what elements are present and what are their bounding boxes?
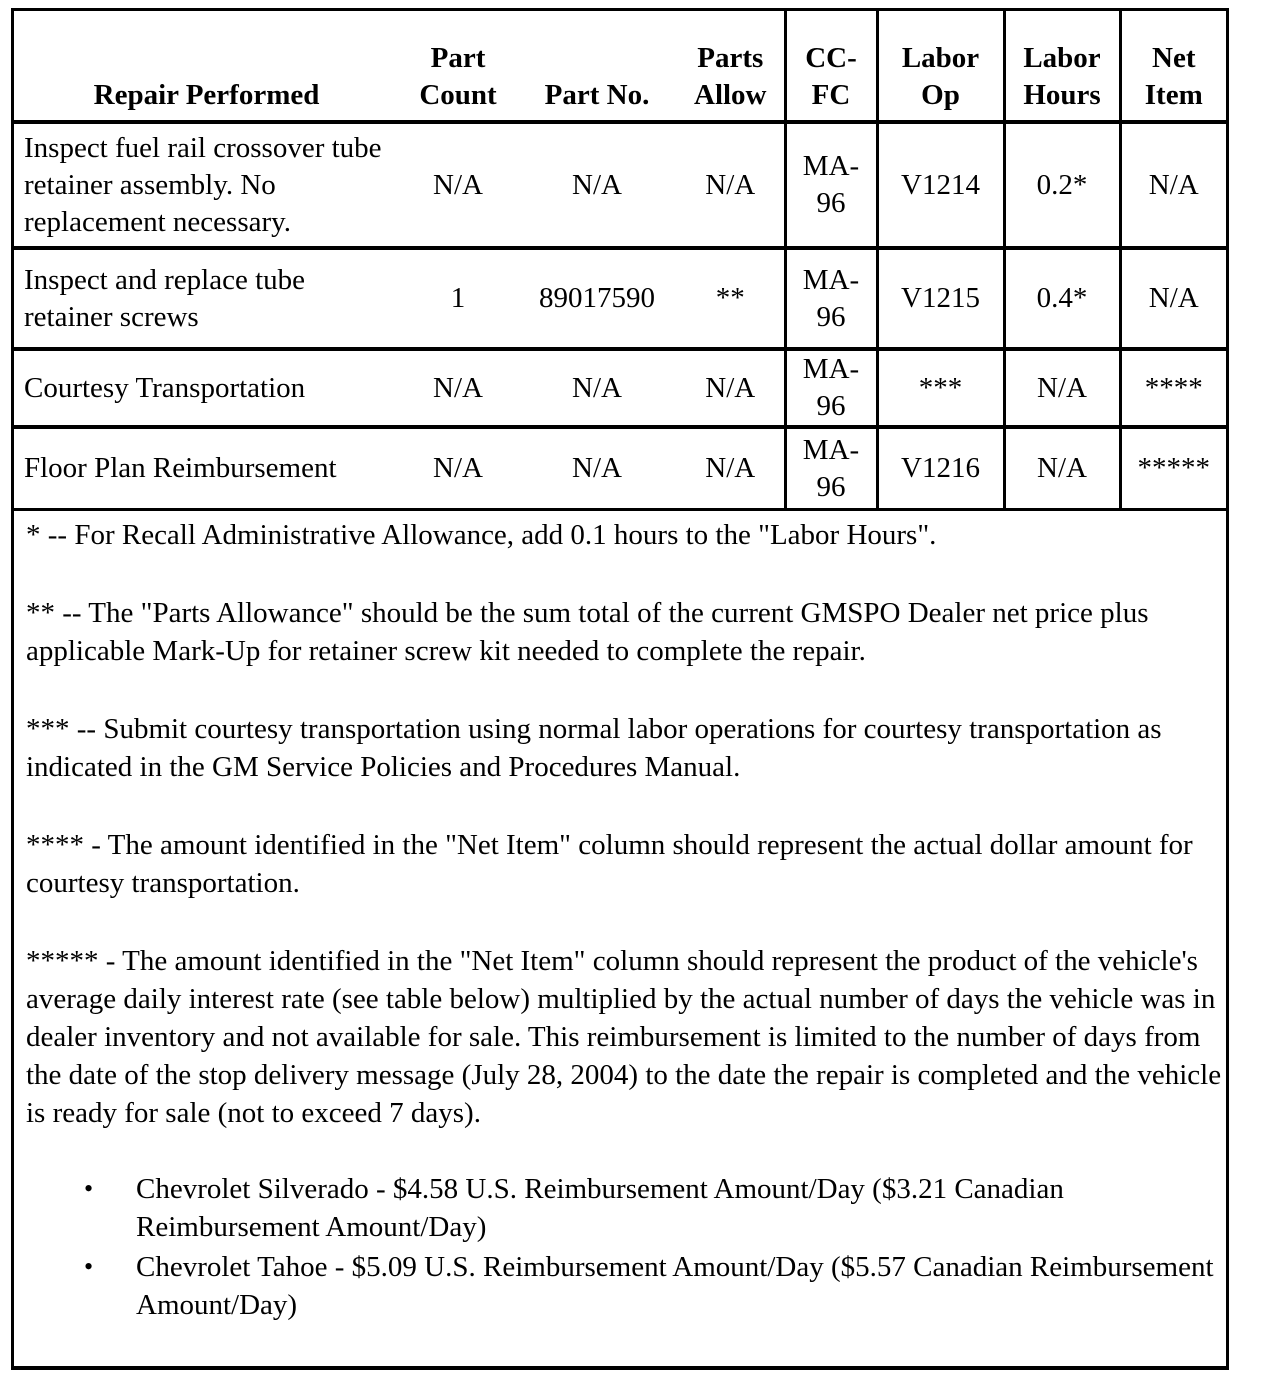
header-repair-performed: Repair Performed <box>14 11 399 122</box>
cell-part-count: N/A <box>399 122 517 248</box>
bullet-icon: • <box>84 1174 94 1203</box>
cell-repair: Inspect and replace tube retainer screws <box>14 248 399 349</box>
cell-net-item: N/A <box>1120 122 1226 248</box>
cell-parts-allow: N/A <box>677 427 785 510</box>
table-row <box>14 248 1226 349</box>
header-cc-fc: CC- FC <box>785 11 877 122</box>
cell-repair: Floor Plan Reimbursement <box>14 427 399 510</box>
labor-operations-table <box>14 11 1226 511</box>
footnotes <box>26 516 1226 1326</box>
cell-cc-fc: MA- 96 <box>785 349 877 427</box>
recall-document <box>11 8 1229 1370</box>
header-part-no: Part No. <box>517 11 677 122</box>
bullet-icon: • <box>84 1252 94 1281</box>
header-net-item: Net Item <box>1120 11 1226 122</box>
cell-labor-op: V1216 <box>877 427 1004 510</box>
cell-labor-op: V1214 <box>877 122 1004 248</box>
list-item <box>84 1248 1226 1324</box>
cell-part-count: 1 <box>399 248 517 349</box>
cell-part-count: N/A <box>399 427 517 510</box>
cell-labor-op: *** <box>877 349 1004 427</box>
header-parts-allow: Parts Allow <box>677 11 785 122</box>
cell-cc-fc: MA- 96 <box>785 427 877 510</box>
list-item-text: Chevrolet Tahoe - $5.09 U.S. Reimbursement Amount/Day ($5.57 Canadian Reimbursement Amount/Day) <box>136 1251 1214 1321</box>
cell-part-no: 89017590 <box>517 248 677 349</box>
header-labor-op: Labor Op <box>877 11 1004 122</box>
table-row <box>14 427 1226 510</box>
cell-net-item: N/A <box>1120 248 1226 349</box>
header-part-count: Part Count <box>399 11 517 122</box>
cell-parts-allow: ** <box>677 248 785 349</box>
footnote-net-item-courtesy: **** - The amount identified in the "Net Item" column should represent the actual dollar amount for courtesy transportation. <box>26 829 1193 899</box>
list-item <box>84 1170 1226 1246</box>
header-labor-hours: Labor Hours <box>1004 11 1120 122</box>
cell-part-no: N/A <box>517 427 677 510</box>
table-row <box>14 349 1226 427</box>
cell-repair: Courtesy Transportation <box>14 349 399 427</box>
reimbursement-list <box>26 1170 1226 1324</box>
footnote-parts-allowance: ** -- The "Parts Allowance" should be the sum total of the current GMSPO Dealer net price plus applicable Mark-Up for retainer screw kit needed to complete the repair. <box>26 597 1149 667</box>
cell-net-item: ***** <box>1120 427 1226 510</box>
table-row <box>14 122 1226 248</box>
footnote-courtesy-transportation: *** -- Submit courtesy transportation using normal labor operations for courtesy transportation as indicated in the GM Service Policies and Procedures Manual. <box>26 713 1162 783</box>
cell-repair: Inspect fuel rail crossover tube retainer assembly. No replacement necessary. <box>14 122 399 248</box>
cell-net-item: **** <box>1120 349 1226 427</box>
cell-parts-allow: N/A <box>677 349 785 427</box>
footnote-floor-plan: ***** - The amount identified in the "Net Item" column should represent the product of the vehicle's average daily interest rate (see table below) multiplied by the actual number of days the vehicle was in dealer inventory and not available for sale. This reimbursement is limited to the number of days from the date of the stop delivery message (July 28, 2004) to the date the repair is completed and the vehicle is ready for sale (not to exceed 7 days). <box>26 945 1222 1129</box>
cell-part-no: N/A <box>517 122 677 248</box>
cell-labor-op: V1215 <box>877 248 1004 349</box>
cell-part-no: N/A <box>517 349 677 427</box>
cell-cc-fc: MA- 96 <box>785 248 877 349</box>
cell-part-count: N/A <box>399 349 517 427</box>
cell-labor-hours: 0.4* <box>1004 248 1120 349</box>
footnote-labor-hours: * -- For Recall Administrative Allowance, add 0.1 hours to the "Labor Hours". <box>26 519 937 551</box>
cell-labor-hours: 0.2* <box>1004 122 1120 248</box>
cell-parts-allow: N/A <box>677 122 785 248</box>
cell-cc-fc: MA- 96 <box>785 122 877 248</box>
list-item-text: Chevrolet Silverado - $4.58 U.S. Reimbursement Amount/Day ($3.21 Canadian Reimbursement Amount/Day) <box>136 1173 1064 1243</box>
cell-labor-hours: N/A <box>1004 349 1120 427</box>
table-header-row <box>14 11 1226 122</box>
cell-labor-hours: N/A <box>1004 427 1120 510</box>
